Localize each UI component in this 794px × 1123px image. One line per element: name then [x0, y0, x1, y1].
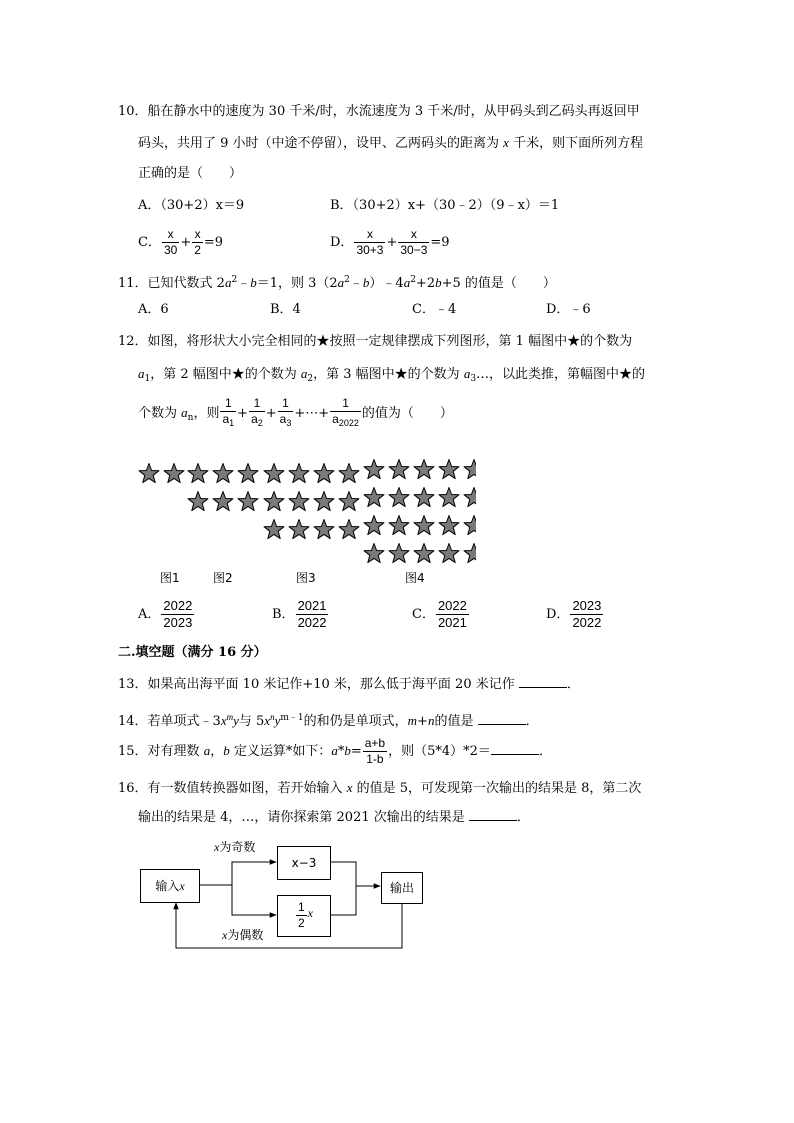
var-a: a: [224, 275, 232, 290]
denominator: 2: [297, 916, 305, 930]
fraction: [570, 598, 603, 631]
answer-blank[interactable]: [491, 742, 539, 755]
question-number: 10．: [118, 104, 148, 119]
var-a: a: [463, 366, 471, 381]
q11-stem: [118, 270, 556, 294]
text: 有一数值转换器如图，若开始输入: [147, 781, 347, 796]
den-a: a: [332, 412, 339, 426]
fraction: [398, 227, 429, 258]
text: ，则（5*4）*2＝: [388, 744, 491, 759]
var-x: x: [503, 135, 509, 150]
question-number: 15．: [118, 744, 148, 759]
var-y: y: [274, 713, 281, 728]
text: 输出的结果是 4，…，请你探索第 2021 次输出的结果是: [138, 810, 465, 825]
numerator: 2022: [437, 598, 467, 613]
text: ﹣: [237, 276, 251, 291]
text: ，则: [193, 406, 220, 421]
q12-line2: [138, 364, 645, 389]
question-number: 13．: [118, 677, 148, 692]
star-icon: [414, 516, 434, 535]
star-icon: [213, 464, 233, 483]
star-icon: [139, 464, 159, 483]
text: 的值是 5，可发现第一次输出的结果是 8，第二次: [352, 781, 642, 796]
figure-caption-4: 图4: [405, 571, 425, 585]
answer-blank[interactable]: [519, 675, 567, 688]
star-icon: [414, 544, 434, 563]
text: 的值为（ ）: [361, 406, 453, 421]
star-icon: [314, 464, 334, 483]
text: 个数为: [138, 406, 182, 421]
plus: +: [386, 235, 398, 250]
star-icon: [164, 464, 184, 483]
star-icon: [213, 492, 233, 511]
text: 已知代数式 2: [147, 276, 225, 291]
text: 若单项式﹣3: [147, 714, 221, 729]
denominator: 2021: [437, 615, 467, 630]
star-icon: [389, 516, 409, 535]
star-icon: [364, 460, 384, 479]
q12-line3: [138, 396, 453, 431]
option-label: D．: [546, 607, 570, 622]
star-icon: [238, 464, 258, 483]
numerator: x: [398, 227, 429, 243]
section-heading: 二.填空题（满分 16 分）: [118, 645, 267, 660]
text: …，以此类推，第幅图中★的: [476, 367, 646, 382]
subscript: 1: [144, 374, 151, 384]
numerator: x: [192, 227, 203, 243]
star-icon: [389, 488, 409, 507]
star-icon: [314, 492, 334, 511]
question-number: 14．: [118, 714, 148, 729]
var-b: b: [435, 275, 442, 290]
text: 定义运算*如下：: [229, 744, 332, 759]
text: +5 的值是（ ）: [441, 276, 556, 291]
star-icon: [339, 492, 359, 511]
even-label: 为偶数: [227, 928, 264, 942]
numerator: 2022: [163, 598, 193, 613]
text: ，: [210, 744, 224, 759]
equals: =: [350, 744, 362, 759]
var-a: a: [403, 275, 411, 290]
star-icon: [414, 488, 434, 507]
text: 如图，将形状大小完全相同的★按照一定规律摆成下列图形，第 1 幅图中★的个数为: [147, 334, 633, 349]
numerator: 1: [297, 900, 305, 914]
plus: +: [237, 406, 249, 421]
even-condition-label: [222, 926, 263, 943]
star-icon: [464, 460, 476, 479]
ellipsis: +⋯+: [294, 406, 330, 421]
subscript: 2022: [338, 418, 359, 428]
var-a: a: [300, 366, 308, 381]
fraction: [363, 736, 387, 767]
figure-caption-3: 图3: [296, 571, 316, 585]
star-icon: [464, 488, 476, 507]
numerator: 1: [249, 396, 265, 412]
star-icon: [364, 488, 384, 507]
star-icon: [464, 516, 476, 535]
var-x: x: [222, 928, 228, 942]
star-icon: [389, 544, 409, 563]
text: ﹣: [349, 276, 363, 291]
star-icon: [339, 520, 359, 539]
q14: [118, 707, 539, 732]
star-icon: [364, 516, 384, 535]
text: ）﹣4: [369, 276, 404, 291]
star-icon: [364, 544, 384, 563]
denominator: [330, 412, 361, 431]
numerator: x: [354, 227, 385, 243]
denominator: 2: [194, 243, 201, 257]
fraction: [330, 396, 361, 431]
var-y: y: [233, 713, 239, 728]
var-m: m: [407, 713, 418, 728]
half-box: [277, 895, 331, 937]
text: +2: [415, 276, 436, 291]
q16-line2: [138, 808, 530, 828]
star-icon: [289, 492, 309, 511]
var-x: x: [346, 780, 353, 795]
star-icon: [289, 464, 309, 483]
var-m: m: [226, 712, 234, 722]
q13: [118, 675, 580, 695]
var-a: a: [203, 743, 211, 758]
input-box: [140, 869, 200, 903]
den-a: a: [251, 412, 258, 426]
var-x: x: [179, 879, 185, 893]
period: ．: [566, 677, 580, 692]
var-a: a: [337, 275, 345, 290]
q10-text2b: 千米，则下面所列方程: [508, 136, 644, 151]
exponent: 2: [344, 275, 350, 285]
q12-option-b: [272, 598, 329, 631]
denominator: 30+3: [356, 243, 384, 257]
numerator: 2023: [572, 598, 602, 613]
period: ．: [516, 810, 530, 825]
numerator: 1: [220, 396, 236, 412]
text: 与 5: [238, 714, 265, 729]
text: ，第 3 幅图中★的个数为: [313, 367, 464, 382]
option-label: C．: [138, 235, 161, 250]
numerator: a+b: [364, 736, 386, 750]
q10-text2a: 码头，共用了 9 小时（中途不停留），设甲、乙两码头的距离为: [138, 136, 504, 151]
star-icon: [339, 464, 359, 483]
den-a: a: [279, 412, 287, 426]
equals: =9: [203, 235, 224, 250]
subscript: 3: [470, 374, 477, 384]
subscript: n: [187, 413, 194, 423]
denominator: [278, 412, 294, 431]
subscript: 3: [286, 418, 292, 428]
fraction: [354, 227, 385, 258]
star-icon: [389, 460, 409, 479]
equals: =9: [430, 235, 450, 250]
denominator: 2022: [572, 615, 602, 630]
var-n: n: [427, 713, 435, 728]
q12-line1: [118, 332, 632, 352]
fraction: [162, 227, 179, 258]
period: ．: [538, 744, 552, 759]
q11-option-d: D．﹣6: [546, 302, 591, 317]
var-x: x: [220, 713, 227, 728]
q10-line3: 正确的是（ ）: [138, 166, 243, 181]
var-n: n: [270, 712, 275, 722]
star-layer: [139, 460, 476, 563]
subtract-box: x−3: [277, 846, 331, 880]
fraction: [278, 396, 294, 431]
fraction: [220, 396, 236, 431]
plus: +: [180, 235, 192, 250]
numerator: 1: [278, 396, 294, 412]
denominator: 30−3: [400, 243, 428, 257]
text: 的值是: [434, 714, 474, 729]
denominator: 2023: [163, 615, 193, 630]
q15: [118, 736, 552, 767]
var-b: b: [362, 275, 370, 290]
denominator: 1-b: [366, 752, 384, 766]
option-label: D．: [330, 235, 354, 250]
q10-text: 船在静水中的速度为 30 千米/时，水流速度为 3 千米/时，从甲码头到乙码头再返回甲: [147, 104, 640, 119]
var-b: b: [223, 743, 230, 758]
fraction: [436, 598, 469, 631]
answer-blank[interactable]: [478, 712, 526, 725]
question-number: 12．: [118, 334, 148, 349]
q10-line2: [138, 133, 643, 154]
text: 的和仍是单项式，: [303, 714, 408, 729]
q12-option-d: [546, 598, 604, 631]
var-a: a: [138, 366, 145, 381]
exponent: 2: [410, 275, 416, 285]
star-icon: [439, 516, 459, 535]
var-x: x: [264, 713, 271, 728]
star-icon: [464, 544, 476, 563]
star-icon: [314, 520, 334, 539]
numerator: 2021: [297, 598, 327, 613]
subscript: 1: [229, 418, 235, 428]
q12-option-a: [138, 598, 195, 631]
option-label: A．: [138, 607, 161, 622]
var-b: b: [344, 743, 351, 758]
plus: +: [417, 714, 428, 729]
fraction: [249, 396, 265, 431]
q11-option-a: A．6: [138, 302, 169, 317]
text: 对有理数: [147, 744, 204, 759]
option-label: B．: [272, 607, 295, 622]
star-icon: [264, 464, 284, 483]
star-icon: [264, 492, 284, 511]
q11-option-c: C．﹣4: [412, 302, 457, 317]
denominator: 2022: [297, 615, 327, 630]
figure-caption-1: 图1: [160, 571, 180, 585]
odd-label: 为奇数: [219, 840, 256, 854]
star-icon: [289, 520, 309, 539]
fraction: [296, 900, 307, 931]
var-a: a: [181, 405, 188, 420]
denominator: 30: [163, 243, 178, 257]
output-box: 输出: [381, 872, 423, 904]
odd-condition-label: [214, 838, 255, 855]
period: ．: [525, 714, 539, 729]
text: ，第 2 幅图中★的个数为: [150, 367, 301, 382]
numerator: 1: [330, 396, 361, 412]
q10-line1: [118, 102, 640, 122]
text: ＝1，则 3（2: [256, 276, 338, 291]
input-label: 输入: [155, 879, 180, 893]
star-icon: [188, 492, 208, 511]
star-icon: [439, 544, 459, 563]
q12-option-c: [412, 598, 470, 631]
star-icon: [188, 464, 208, 483]
star-pattern-figure: [136, 454, 476, 574]
star-op: *: [337, 744, 345, 759]
star-icon: [439, 460, 459, 479]
denominator: [249, 412, 265, 431]
q10-option-d: [330, 227, 450, 258]
star-icon: [264, 520, 284, 539]
subscript: 2: [257, 418, 263, 428]
fraction: [161, 598, 194, 631]
q11-option-b: B．4: [270, 302, 301, 317]
figure-caption-2: 图2: [213, 571, 233, 585]
var-x: x: [307, 906, 313, 920]
numerator: x: [162, 227, 179, 243]
subscript: 2: [307, 374, 314, 384]
plus: +: [265, 406, 277, 421]
answer-blank[interactable]: [469, 808, 517, 821]
q10-option-b: B．（30+2）x+（30﹣2）（9﹣x）＝1: [330, 198, 560, 213]
fraction: [192, 227, 203, 258]
question-number: 11．: [118, 276, 148, 291]
var-x: x: [214, 840, 220, 854]
den-a: a: [222, 412, 230, 426]
star-icon: [414, 460, 434, 479]
q10-option-a: A．（30+2）x＝9: [138, 198, 245, 213]
q16-line1: [118, 778, 641, 799]
option-label: C．: [412, 607, 435, 622]
q10-option-c: [138, 227, 223, 258]
fraction: [296, 598, 329, 631]
exponent: 2: [231, 275, 238, 285]
star-icon: [238, 492, 258, 511]
star-icon: [439, 488, 459, 507]
denominator: [220, 412, 236, 431]
var-b: b: [250, 275, 257, 290]
exponent: m﹣1: [280, 713, 304, 723]
var-a: a: [331, 743, 338, 758]
text: 如果高出海平面 10 米记作+10 米，那么低于海平面 20 米记作: [147, 677, 515, 692]
question-number: 16．: [118, 781, 148, 796]
